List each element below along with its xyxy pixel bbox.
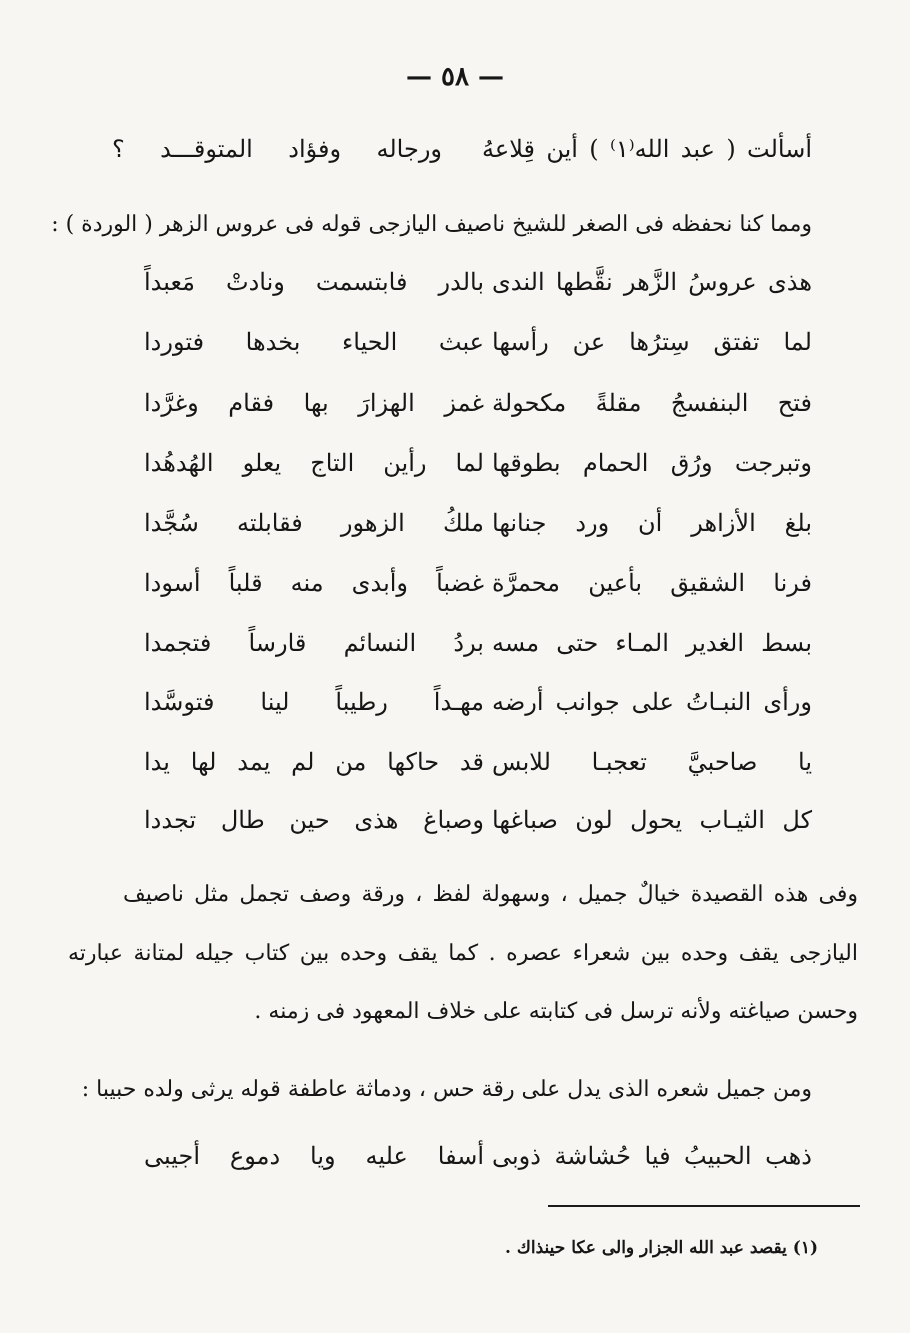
poem-verse: [144, 451, 812, 481]
poem-verse: [144, 690, 812, 720]
verse-first-hemistich: وتبرجت ورُق الحمام بطوقها: [492, 449, 812, 477]
elegy-introduction: ومن جميل شعره الذى يدل على رقة حس ، ودماثة عاطفة قوله يرثى ولده حبيبا :: [81, 1077, 812, 1102]
verse-second-hemistich: قد حاكها من لم يمد لها يدا: [144, 748, 484, 776]
verse-second-hemistich: لما رأين التاج يعلو الهُدهُدا: [144, 449, 484, 477]
poem-verse: [144, 511, 812, 541]
verse-first-hemistich: ورأى النبـاتُ على جوانب أرضه: [492, 688, 812, 716]
verse-first-hemistich: يا صاحبيَّ تعجبـا للابس: [492, 748, 812, 776]
footnote-divider: [548, 1205, 860, 1207]
commentary-line: وحسن صياغته ولأنه ترسل فى كتابته على خلاف المعهود فى زمنه .: [254, 999, 858, 1024]
opening-verse-second-hemistich: ورجاله وفؤاد المتوقـــد ؟: [112, 135, 442, 163]
poem-verse: [144, 808, 812, 838]
poem-verse: [144, 270, 812, 300]
poem-verse: [144, 391, 812, 421]
poem-verse: [144, 631, 812, 661]
verse-first-hemistich: فرنا الشقيق بأعين محمرَّة: [492, 569, 812, 597]
opening-verse-first-hemistich: أسألت ( عبد الله⁽١⁾ ) أين قِلاعهُ: [482, 135, 812, 163]
verse-second-hemistich: أسفا عليه ويا دموع أجيبى: [144, 1142, 484, 1170]
poem-verse: [144, 750, 812, 780]
verse-second-hemistich: وصباغ هذى حين طال تجددا: [144, 806, 484, 834]
verse-second-hemistich: غضباً وأبدى منه قلباً أسودا: [144, 569, 484, 597]
verse-second-hemistich: مهـداً رطيباً لينا فتوسَّدا: [144, 688, 484, 716]
poem-verse: [144, 571, 812, 601]
poem-introduction: ومما كنا نحفظه فى الصغر للشيخ ناصيف اليازجى قوله فى عروس الزهر ( الوردة ) :: [51, 212, 812, 237]
verse-second-hemistich: عبث الحياء بخدها فتوردا: [144, 328, 484, 356]
page-number: — ٥٨ —: [405, 62, 505, 92]
verse-first-hemistich: ذهب الحبيبُ فيا حُشاشة ذوبى: [492, 1142, 812, 1170]
verse-second-hemistich: بردُ النسائم قارساً فتجمدا: [144, 629, 484, 657]
commentary-line: وفى هذه القصيدة خيالٌ جميل ، وسهولة لفظ ، ورقة وصف تجمل مثل ناصيف: [123, 882, 858, 907]
footnote: (١) يقصد عبد الله الجزار والى عكا حينذاك .: [505, 1238, 818, 1258]
verse-first-hemistich: كل الثيـاب يحول لون صباغها: [492, 806, 812, 834]
verse-second-hemistich: بالدر فابتسمت ونادتْ مَعبداً: [144, 268, 484, 296]
verse-first-hemistich: فتح البنفسجُ مقلةً مكحولة: [492, 389, 812, 417]
poem-verse: [144, 330, 812, 360]
verse-first-hemistich: بسط الغدير المـاء حتى مسه: [492, 629, 812, 657]
verse-first-hemistich: هذى عروسُ الزَّهر نقَّطها الندى: [492, 268, 812, 296]
verse-first-hemistich: لما تفتق سِترُها عن رأسها: [492, 328, 812, 356]
verse-second-hemistich: غمز الهزارَ بها فقام وغرَّدا: [144, 389, 484, 417]
opening-verse: [112, 137, 812, 167]
commentary-line: اليازجى يقف وحده بين شعراء عصره . كما يقف وحده بين كتاب جيله لمتانة عبارته: [68, 941, 858, 966]
elegy-verse: [144, 1144, 812, 1174]
verse-first-hemistich: بلغ الأزاهر أن ورد جنانها: [492, 509, 812, 537]
verse-second-hemistich: ملكُ الزهور فقابلته سُجَّدا: [144, 509, 484, 537]
